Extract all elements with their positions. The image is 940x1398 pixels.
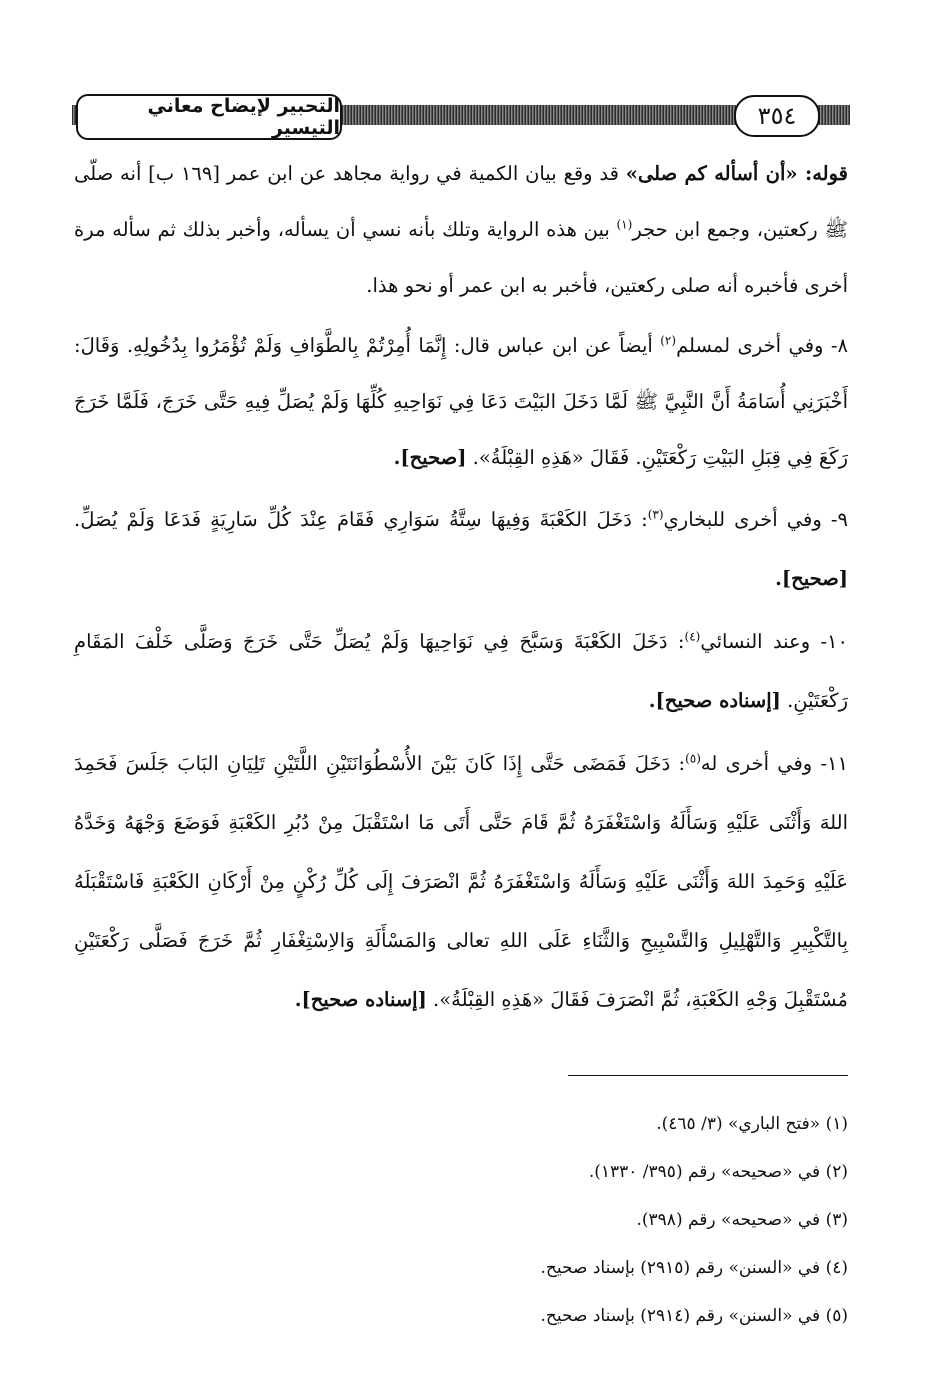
grade-label: [إسناده صحيح]. [648,689,781,712]
footnote-ref: (٢) [660,333,677,348]
paragraph [74,318,848,486]
paragraph-lead: ١٠- وعند النسائي [700,630,848,653]
paragraph-text: : دَخَلَ فَمَضَى حَتَّى إِذَا كَانَ بَيْنَ الأُسْطُوَانَتَيْنِ اللَّتَيْنِ تَلِيَانِ البَابَ جَلَسَ فَحَمِدَ اللهَ وَأَثْنَى عَلَيْهِ وَسَأَلَهُ وَاسْتَغْفَرَهُ ثُمَّ قَامَ حَتَّى أَتَى مَا اسْتَقْبَلَ مِنْ دُبُرِ الكَعْبَةِ فَوَضَعَ وَجْهَهُ وَخَدَّهُ عَلَيْهِ وَحَمِدَ اللهَ وَأَثْنَى عَلَيْهِ وَسَأَلَهُ وَاسْتَغْفَرَهُ ثُمَّ انْصَرَفَ إِلَى كُلِّ رُكْنٍ مِنْ أَرْكَانِ الكَعْبَةِ فَاسْتَقْبَلَهُ بِالتَّكْبِيرِ وَالتَّهْلِيلِ وَالتَّسْبِيحِ وَالثَّنَاءِ عَلَى اللهِ تعالى وَالمَسْأَلَةِ وَالاِسْتِغْفَارِ ثُمَّ خَرَجَ فَصَلَّى رَكْعَتَيْنِ مُسْتَقْبِلَ وَجْهِ الكَعْبَةِ، ثُمَّ انْصَرَفَ فَقَالَ «هَذِهِ القِبْلَةُ». [74,752,848,1011]
paragraph-text: : دَخَلَ الكَعْبَةَ وَفِيهَا سِتَّةُ سَوَارِي فَقَامَ عِنْدَ كُلِّ سَارِيَةٍ فَدَعَا وَلَمْ يُصَلِّ. [74,508,648,531]
paragraph-lead: ١١- وفي أخرى له [700,752,848,775]
paragraph-text: أيضاً عن ابن عباس قال: إِنَّمَا أُمِرْتُمْ بِالطَّوَافِ وَلَمْ تُؤْمَرُوا بِدُخُولِهِ. وَقَالَ: أَخْبَرَنِي أُسَامَةُ أَنَّ النَّبِيَّ ﷺ لَمَّا دَخَلَ البَيْتَ دَعَا فِي نَوَاحِيهِ كُلِّهَا وَلَمْ يُصَلِّ فِيهِ حَتَّى خَرَجَ، فَلَمَّا خَرَجَ رَكَعَ فِي قِبَلِ البَيْتِ رَكْعَتَيْنِ. فَقَالَ «هَذِهِ القِبْلَةُ». [74,334,848,469]
paragraph-lead: ٨- وفي أخرى لمسلم [676,334,848,357]
footnote: (١) «فتح الباري» (٣/ ٤٦٥). [656,1114,848,1134]
grade-label: [صحيح]. [775,567,848,590]
footnote: (٣) في «صحيحه» رقم (٣٩٨). [636,1210,848,1230]
footnote: (٤) في «السنن» رقم (٢٩١٥) بإسناد صحيح. [540,1258,848,1278]
footnote-ref: (١) [616,217,633,232]
footnotes [348,1100,848,1340]
paragraph-lead: قوله: «أن أسأله كم صلى» [625,162,848,185]
page-header [72,92,850,142]
paragraph-lead: ٩- وفي أخرى للبخاري [663,508,848,531]
footnote-ref: (٣) [647,507,664,522]
grade-label: [صحيح]. [393,446,467,469]
paragraph [74,612,848,730]
footnote: (٢) في «صحيحه» رقم (٣٩٥/ ١٣٣٠). [588,1162,848,1182]
book-title: التحبير لإيضاح معاني التيسير [76,94,342,140]
page-number: ٣٥٤ [734,95,820,137]
footnote-ref: (٤) [684,629,701,644]
paragraph [74,490,848,608]
paragraph-text: : دَخَلَ الكَعْبَةَ وَسَبَّحَ فِي نَوَاحِيهَا وَلَمْ يُصَلِّ حَتَّى خَرَجَ وَصَلَّى خَلْفَ المَقَامِ رَكْعَتَيْنِ. [74,630,848,712]
footnote: (٥) في «السنن» رقم (٢٩١٤) بإسناد صحيح. [540,1306,848,1326]
paragraph [74,734,848,1029]
paragraph [74,146,848,314]
footnote-divider [568,1075,848,1076]
footnote-ref: (٥) [685,751,701,766]
paragraph-text: قد وقع بيان الكمية في رواية مجاهد عن ابن عمر [١٦٩ ب] أنه صلّى ﷺ ركعتين، وجمع ابن حجر [74,162,848,241]
grade-label: [إسناده صحيح]. [294,988,427,1011]
main-text [74,146,848,1033]
paragraph-text: بين هذه الرواية وتلك بأنه نسي أن يسأله، وأخبر بذلك ثم سأله مرة أخرى فأخبره أنه صلى ركعتين، فأخبر به ابن عمر أو نحو هذا. [74,218,848,297]
